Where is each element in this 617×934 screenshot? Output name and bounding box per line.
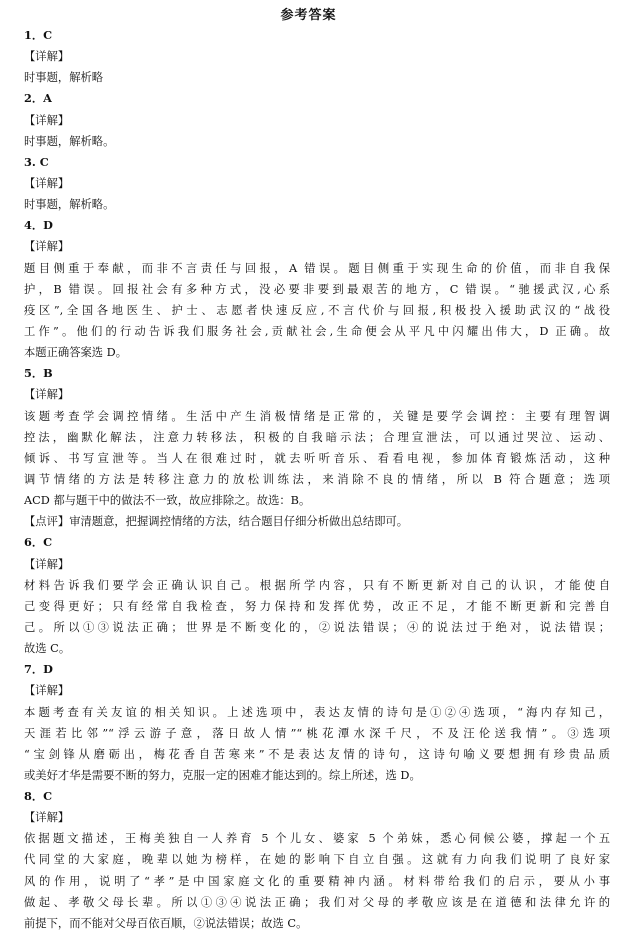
explanation-line: 控法，幽默化解法，注意力转移法，积极的自我暗示法；合理宣泄法，可以通过哭泣、运动、 [24,430,610,444]
explanation-line: 己变得更好；只有经常自我检查，努力保持和发挥优势，改正不足，才能不断更新和完善自 [24,599,610,613]
explanation-line: 调节情绪的方法是转移注意力的放松训练法，来消除不良的情绪，所以 B 符合题意；选项 [24,472,610,486]
explanation-line: 该题考查学会调控情绪。生活中产生消极情绪是正常的，关键是要学会调控：主要有理智调 [24,409,610,423]
explanation-line: 本题考查有关友谊的相关知识。上述选项中，表达友情的诗句是①②④选项，“海内存知己， [24,705,610,719]
detail-heading: 【详解】 [24,684,70,698]
explanation-line: 做起、孝敬父母长辈。所以①③④说法正确；我们对父母的孝敬应该是在道德和法律允许的 [24,895,610,909]
question-number: 1．C [24,28,53,42]
explanation-line: 前提下，而不能对父母百依百顺，②说法错误；故选 C。 [24,916,308,930]
question-number: 4．D [24,218,53,233]
detail-heading: 【详解】 [24,240,70,254]
question-number: 5．B [24,366,53,381]
explanation-line: 材料告诉我们要学会正确认识自己。根据所学内容，只有不断更新对自己的认识，才能使自 [24,578,610,592]
comment-line: 【点评】审清题意，把握调控情绪的方法，结合题目仔细分析做出总结即可。 [24,515,409,529]
explanation-line: 依据题文描述，王梅美独自一人养育 5 个儿女、婆家 5 个弟妹，悉心伺候公婆，撑起一个五 [24,832,610,846]
explanation-line: ACD 都与题干中的做法不一致，故应排除之。故选：B。 [24,494,311,508]
explanation-line: 时事题，解析略 [24,71,104,85]
explanation-line: 或美好才华是需要不断的努力，克服一定的困难才能达到的。综上所述，选 D。 [24,768,421,782]
question-number: 6．C [24,535,53,550]
detail-heading: 【详解】 [24,557,70,571]
explanation-line: 题目侧重于奉献，而非不言责任与回报，A 错误。题目侧重于实现生命的价值，而非自我保 [24,261,610,275]
document-title: 参考答案 [280,8,337,23]
detail-heading: 【详解】 [24,113,70,127]
question-number: 7．D [24,662,53,677]
explanation-line: 倾诉、书写宣泄等。当人在很难过时，就去听听音乐、看看电视，参加体育锻炼活动，这种 [24,451,610,465]
question-number: 3. C [24,154,49,169]
detail-heading: 【详解】 [24,811,70,825]
explanation-line: 故选 C。 [24,642,71,656]
explanation-line: 天涯若比邻”“浮云游子意，落日故人情”“桃花潭水深千尺，不及汪伦送我情”。③选项 [24,726,610,740]
question-number: 2．A [24,91,52,106]
explanation-line: “宝剑锋从磨砺出，梅花香自苦寒来”不是表达友情的诗句，这诗句喻义要想拥有珍贵品质 [24,747,610,761]
explanation-line: 疫区”,全国各地医生、护士、志愿者快速反应,不言代价与回报,积极投入援助武汉的“战役 [24,303,610,317]
explanation-line: 护，B 错误。回报社会有多种方式，没必要非要到最艰苦的地方，C 错误。“驰援武汉,心系 [24,282,610,296]
explanation-line: 风的作用，说明了“孝”是中国家庭文化的重要精神内涵。材料带给我们的启示，要从小事 [24,874,610,888]
detail-heading: 【详解】 [24,50,70,64]
explanation-line: 时事题，解析略。 [24,198,115,212]
explanation-line: 时事题，解析略。 [24,134,115,148]
answer-content [24,25,610,934]
explanation-line: 己。所以①③说法正确；世界是不断变化的，②说法错误；④的说法过于绝对，说法错误； [24,620,610,634]
explanation-line: 本题正确答案选 D。 [24,346,128,360]
explanation-line: 工作”。他们的行动告诉我们服务社会,贡献社会,生命便会从平凡中闪耀出伟大，D 正确。故 [24,324,610,338]
explanation-line: 代同堂的大家庭，晚辈以她为榜样，在她的影响下自立自强。这就有力向我们说明了良好家 [24,853,610,867]
detail-heading: 【详解】 [24,176,70,190]
question-number: 8．C [24,789,53,804]
detail-heading: 【详解】 [24,388,70,402]
